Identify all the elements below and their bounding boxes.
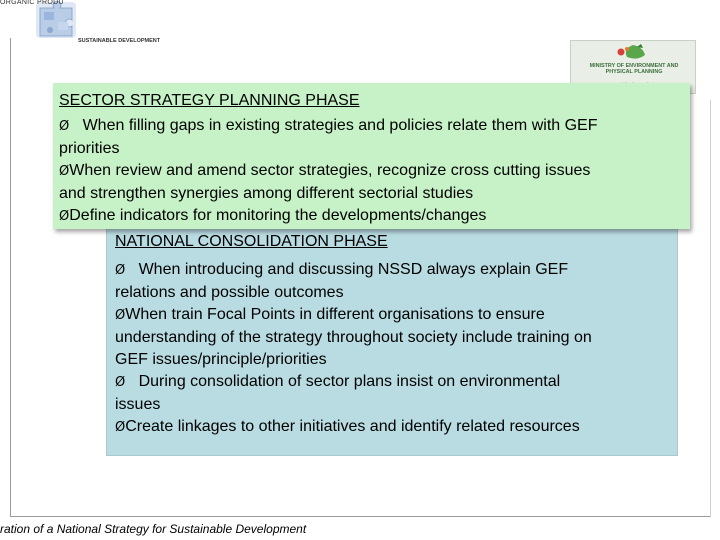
- national-line-6: During consolidation of sector plans insist on environmental: [138, 373, 561, 390]
- bullet-arrow-icon: Ø: [59, 164, 70, 179]
- list-item: [59, 115, 687, 138]
- national-line-1: When introducing and discussing NSSD always explain GEF: [138, 261, 569, 278]
- sustainable-development-logo: [0, 0, 175, 50]
- sector-line-2: priorities: [59, 140, 120, 157]
- slide-frame-left: [10, 38, 11, 516]
- national-line-3: When train Focal Points in different organisations to ensure: [125, 306, 545, 323]
- sector-line-3: When review and amend sector strategies, recognize cross cutting issues: [69, 162, 591, 179]
- logo-top-text: ORGANIC PRODU: [0, 0, 64, 6]
- list-item: [59, 205, 687, 228]
- sector-line-1: When filling gaps in existing strategies and policies relate them with GEF: [82, 117, 598, 134]
- bullet-arrow-icon: Ø: [59, 119, 70, 134]
- national-phase-box: [106, 200, 678, 456]
- sector-heading: SECTOR STRATEGY PLANNING PHASE: [59, 92, 360, 109]
- ministry-name: MINISTRY OF ENVIRONMENT AND PHYSICAL PLANNING: [589, 63, 679, 76]
- sector-line-5: Define indicators for monitoring the developments/changes: [69, 207, 487, 224]
- national-line-8: Create linkages to other initiatives and identify related resources: [125, 418, 580, 435]
- list-item: [115, 371, 675, 394]
- slide-frame-right: [710, 100, 711, 517]
- bullet-arrow-icon: Ø: [59, 209, 70, 224]
- bullet-arrow-icon: Ø: [115, 263, 126, 278]
- list-item: [115, 416, 675, 439]
- slide-frame-bottom: [10, 516, 710, 517]
- bullet-arrow-icon: Ø: [115, 420, 126, 435]
- list-item: [115, 304, 675, 327]
- footer-text: ration of a National Strategy for Sustainable Development: [0, 522, 307, 536]
- list-item: [59, 160, 687, 183]
- national-line-4: understanding of the strategy throughout society include training on: [115, 329, 592, 346]
- ministry-emblem-icon: [571, 41, 695, 65]
- sector-line-4: and strengthen synergies among different sectorial studies: [59, 185, 474, 202]
- sector-phase-box: [53, 83, 690, 229]
- sector-bullets: [59, 115, 687, 228]
- national-line-2: relations and possible outcomes: [115, 284, 344, 301]
- logo-subtitle: SUSTAINABLE DEVELOPMENT: [78, 38, 161, 44]
- national-heading: NATIONAL CONSOLIDATION PHASE: [115, 233, 388, 250]
- national-bullets: [115, 259, 675, 439]
- national-line-5: GEF issues/principle/priorities: [115, 351, 327, 368]
- national-line-7: issues: [115, 396, 161, 413]
- bullet-arrow-icon: Ø: [115, 375, 126, 390]
- bullet-arrow-icon: Ø: [115, 308, 126, 323]
- list-item: [115, 259, 675, 282]
